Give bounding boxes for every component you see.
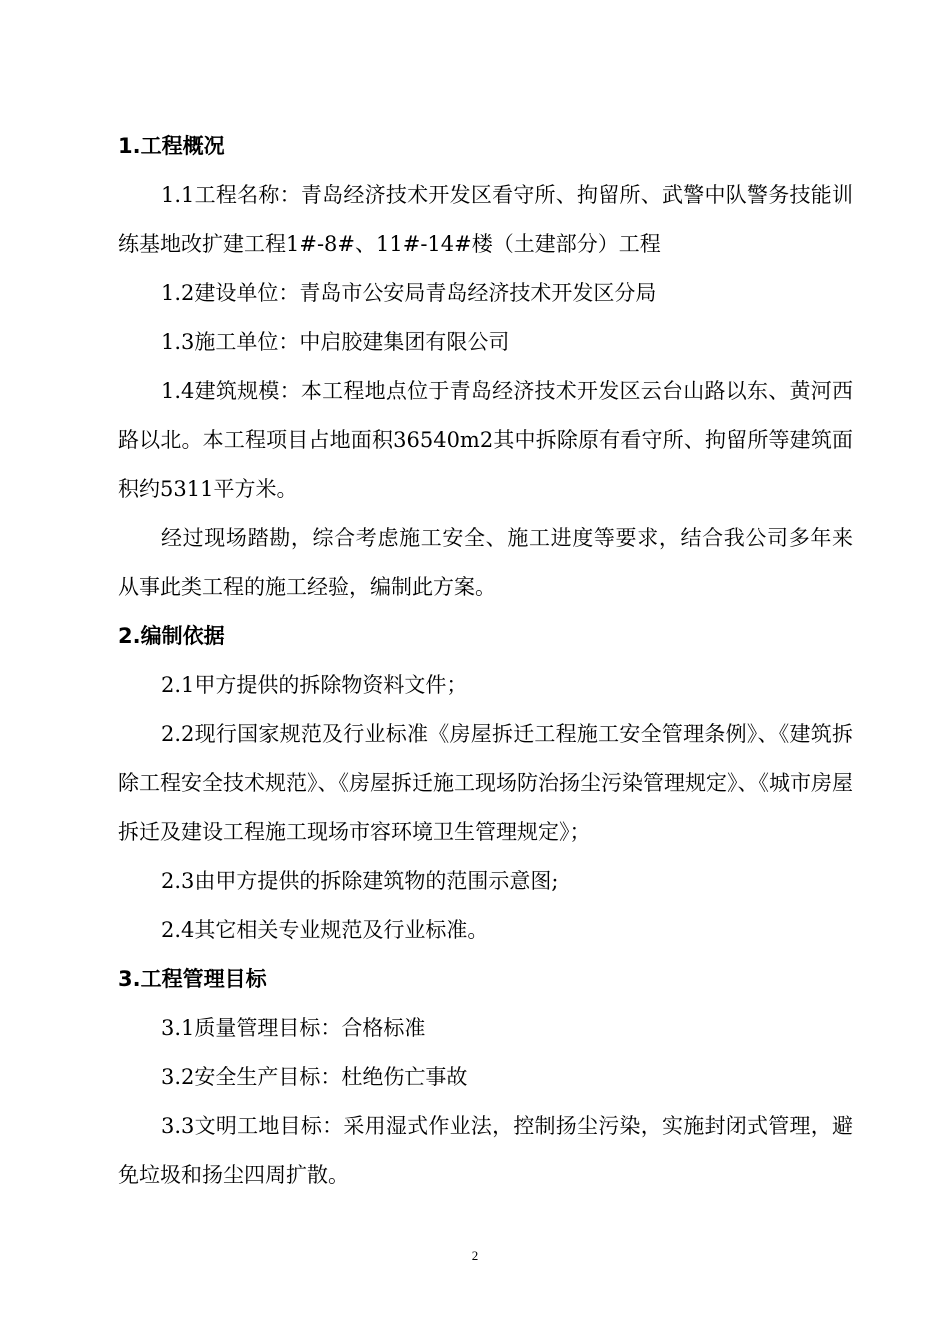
paragraph-project-name: 1.1工程名称：青岛经济技术开发区看守所、拘留所、武警中队警务技能训练基地改扩建工程1#-8#、11#-14#楼（土建部分）工程 — [118, 183, 853, 256]
paragraph-building-scale: 1.4建筑规模：本工程地点位于青岛经济技术开发区云台山路以东、黄河西路以北。本工程项目占地面积36540m2其中拆除原有看守所、拘留所等建筑面积约5311平方米。 — [118, 379, 853, 501]
paragraph-basis-documents: 2.1甲方提供的拆除物资料文件； — [161, 673, 468, 697]
section-heading-overview: 1.工程概况 — [118, 134, 225, 158]
paragraph-quality-goal: 3.1质量管理目标：合格标准 — [161, 1016, 426, 1040]
page-number: 2 — [471, 1248, 479, 1263]
paragraph-client: 1.2建设单位：青岛市公安局青岛经济技术开发区分局 — [161, 281, 657, 305]
document-body — [118, 122, 853, 1200]
paragraph-survey-summary: 经过现场踏勘，综合考虑施工安全、施工进度等要求，结合我公司多年来从事此类工程的施工经验，编制此方案。 — [118, 526, 853, 599]
section-heading-goals: 3.工程管理目标 — [118, 967, 267, 991]
paragraph-civilized-site-goal: 3.3文明工地目标：采用湿式作业法，控制扬尘污染，实施封闭式管理，避免垃圾和扬尘四周扩散。 — [118, 1114, 853, 1187]
paragraph-basis-standards: 2.2现行国家规范及行业标准《房屋拆迁工程施工安全管理条例》、《建筑拆除工程安全技术规范》、《房屋拆迁施工现场防治扬尘污染管理规定》、《城市房屋拆迁及建设工程施工现场市容环境卫生管理规定》； — [118, 722, 853, 844]
paragraph-basis-scope-diagram: 2.3由甲方提供的拆除建筑物的范围示意图; — [161, 869, 559, 893]
paragraph-safety-goal: 3.2安全生产目标：杜绝伤亡事故 — [161, 1065, 468, 1089]
paragraph-contractor: 1.3施工单位：中启胶建集团有限公司 — [161, 330, 510, 354]
section-heading-basis: 2.编制依据 — [118, 624, 225, 648]
paragraph-basis-other: 2.4其它相关专业规范及行业标准。 — [161, 918, 489, 942]
